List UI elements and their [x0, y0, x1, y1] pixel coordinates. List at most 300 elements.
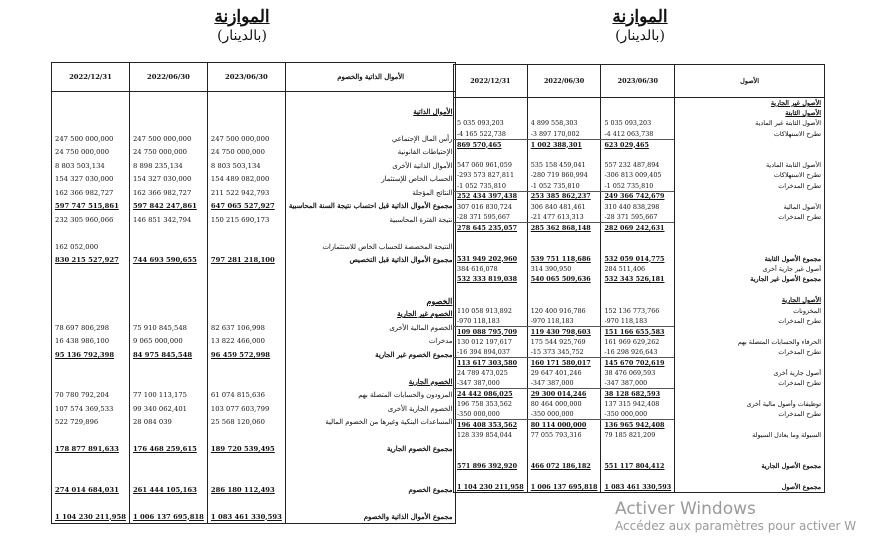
row-value: -1 052 735,810	[601, 181, 675, 191]
table-row	[454, 233, 825, 243]
row-value: 77 100 113,175	[129, 389, 207, 403]
row-value	[52, 281, 130, 295]
row-value: 551 117 804,412	[601, 461, 675, 471]
header-date: 2022/12/31	[52, 63, 130, 92]
row-value: 109 088 795,709	[454, 326, 528, 336]
row-value: 146 851 342,794	[129, 213, 207, 227]
row-value: 150 215 690,173	[207, 213, 285, 227]
row-value	[454, 108, 528, 118]
row-label	[285, 227, 456, 241]
row-label: الأصول المالية	[675, 201, 825, 211]
row-value: 286 180 112,493	[207, 483, 285, 497]
row-value: 24 750 000,000	[207, 146, 285, 160]
row-value	[207, 429, 285, 443]
table-row	[454, 482, 825, 492]
row-value: 531 949 202,960	[454, 253, 528, 263]
row-value: 522 729,896	[52, 416, 130, 430]
row-label: الخصوم غير الجارية	[285, 308, 456, 322]
row-value	[52, 119, 130, 133]
row-label: مجموع الخصوم	[285, 483, 456, 497]
row-label: تطرح المدخرات	[675, 181, 825, 191]
row-value: 38 476 069,593	[601, 368, 675, 378]
row-label	[675, 233, 825, 243]
row-value: -293 573 827,811	[454, 170, 528, 180]
row-value: 8 898 235,134	[129, 159, 207, 173]
table-row	[454, 191, 825, 201]
row-value: 547 060 961,059	[454, 160, 528, 170]
row-label: مجموع الخصوم الجارية	[285, 443, 456, 457]
row-label: الأصول الثابتة غير المادية	[675, 118, 825, 128]
row-value: 103 077 603,799	[207, 402, 285, 416]
row-label: مجموع الأصول الثابتة	[675, 253, 825, 263]
table-row	[454, 129, 825, 139]
row-value	[207, 375, 285, 389]
table-row	[454, 461, 825, 471]
table-row	[52, 159, 456, 173]
row-value: 623 029,465	[601, 139, 675, 149]
row-value	[454, 472, 528, 482]
row-label: النتيجة المخصصة للحساب الخاص للاستثمارات	[285, 240, 456, 254]
row-value	[129, 294, 207, 308]
row-value: 384 616,078	[454, 264, 528, 274]
row-label: الخصوم المالية الأخرى	[285, 321, 456, 335]
watermark-title: Activer Windows	[615, 499, 756, 519]
row-value: 1 104 230 211,958	[52, 510, 130, 524]
row-value	[52, 308, 130, 322]
row-value: 24 442 086,025	[454, 388, 528, 398]
table-row	[52, 510, 456, 524]
row-value	[454, 149, 528, 159]
table-row	[454, 420, 825, 430]
row-label: الأصول الجارية	[675, 295, 825, 305]
table-row	[52, 281, 456, 295]
table-row	[454, 472, 825, 482]
table-row	[454, 440, 825, 450]
row-value	[454, 285, 528, 295]
row-label	[675, 472, 825, 482]
row-value	[52, 497, 130, 511]
header-date: 2022/06/30	[527, 65, 601, 98]
row-value	[207, 92, 285, 106]
row-value: -350 000,000	[601, 409, 675, 419]
table-row	[52, 483, 456, 497]
row-label: مجموع الأصول غير الجارية	[675, 274, 825, 284]
row-label: تطرح المدخرات	[675, 409, 825, 419]
row-value	[129, 281, 207, 295]
row-label: مجموع الأموال الذاتية والخصوم	[285, 510, 456, 524]
row-value: -306 813 009,405	[601, 170, 675, 180]
row-value: 830 215 527,927	[52, 254, 130, 268]
table-row	[454, 378, 825, 388]
row-value: 113 617 303,580	[454, 357, 528, 367]
row-value: 154 327 030,000	[52, 173, 130, 187]
row-value: 285 362 868,148	[527, 222, 601, 232]
row-value	[129, 240, 207, 254]
row-label: المزودون والحسابات المتصلة بهم	[285, 389, 456, 403]
row-value: 95 136 792,398	[52, 348, 130, 362]
row-value: 211 522 942,793	[207, 186, 285, 200]
row-value	[601, 243, 675, 253]
row-label	[285, 267, 456, 281]
row-label: مجموع الأصول	[675, 482, 825, 492]
table-row	[52, 173, 456, 187]
row-value	[454, 440, 528, 450]
row-value: 597 842 247,861	[129, 200, 207, 214]
row-label	[285, 92, 456, 106]
row-value: 8 803 503,134	[52, 159, 130, 173]
table-row	[454, 399, 825, 409]
table-row	[454, 388, 825, 398]
table-row	[454, 222, 825, 232]
row-value	[129, 308, 207, 322]
row-value	[601, 440, 675, 450]
row-label: تطرح المدخرات	[675, 378, 825, 388]
row-value	[207, 281, 285, 295]
row-label	[675, 222, 825, 232]
row-label	[675, 420, 825, 430]
row-value: 70 780 792,204	[52, 389, 130, 403]
row-value: 284 511,406	[601, 264, 675, 274]
row-value: 535 158 459,041	[527, 160, 601, 170]
row-value	[207, 362, 285, 376]
row-label: الأموال الذاتية	[285, 105, 456, 119]
row-value: -28 371 595,667	[601, 212, 675, 222]
row-value: 154 327 030,000	[129, 173, 207, 187]
row-value: 161 969 629,262	[601, 336, 675, 346]
table-row	[454, 181, 825, 191]
row-value: 247 500 000,000	[207, 132, 285, 146]
row-value	[601, 451, 675, 461]
table-row	[454, 160, 825, 170]
table-row	[454, 451, 825, 461]
row-value: -3 897 170,002	[527, 129, 601, 139]
row-value: 232 305 960,066	[52, 213, 130, 227]
table-row	[454, 243, 825, 253]
table-row	[454, 212, 825, 222]
row-value: 99 340 062,401	[129, 402, 207, 416]
table-row	[52, 402, 456, 416]
row-value: 162 366 982,727	[52, 186, 130, 200]
watermark-subtitle: Accédez aux paramètres pour activer W	[615, 519, 857, 534]
row-value: 4 899 558,303	[527, 118, 601, 128]
table-row	[52, 227, 456, 241]
right-title: الموازنة	[612, 7, 668, 27]
row-label	[285, 429, 456, 443]
row-label: الحساب الخاص للإستثمار	[285, 173, 456, 187]
row-value: 80 114 000,000	[527, 420, 601, 430]
row-value: 24 750 000,000	[52, 146, 130, 160]
table-row	[52, 119, 456, 133]
row-value: 307 016 830,724	[454, 201, 528, 211]
row-value: 597 747 515,861	[52, 200, 130, 214]
row-value	[527, 295, 601, 305]
row-label	[675, 326, 825, 336]
row-value: 29 647 401,246	[527, 368, 601, 378]
row-value: -1 052 735,810	[454, 181, 528, 191]
row-value: 278 645 235,057	[454, 222, 528, 232]
row-value	[207, 240, 285, 254]
row-value	[601, 149, 675, 159]
row-value: 107 574 369,533	[52, 402, 130, 416]
row-label	[285, 362, 456, 376]
row-value: 247 500 000,000	[52, 132, 130, 146]
table-row	[52, 416, 456, 430]
row-value: 16 438 986,100	[52, 335, 130, 349]
row-value: 176 468 259,615	[129, 443, 207, 457]
table-row	[52, 470, 456, 484]
table-row	[454, 347, 825, 357]
row-label	[285, 497, 456, 511]
row-value: 310 440 838,298	[601, 201, 675, 211]
row-label: الإحتياطات القانونية	[285, 146, 456, 160]
row-value	[207, 497, 285, 511]
row-label: الأصول غير الجارية	[675, 98, 825, 108]
row-value	[52, 456, 130, 470]
row-label: السيولة وما يعادل السيولة	[675, 430, 825, 440]
row-value: -28 371 595,667	[454, 212, 528, 222]
row-value: 532 333 819,038	[454, 274, 528, 284]
row-label: تطرح الاستهلاكات	[675, 170, 825, 180]
table-row	[454, 295, 825, 305]
table-row	[454, 201, 825, 211]
row-label: مجموع الأموال الذاتية قبل التخصيص	[285, 254, 456, 268]
row-value: 306 840 481,461	[527, 201, 601, 211]
row-value	[454, 233, 528, 243]
header-row	[454, 65, 825, 98]
row-value	[129, 470, 207, 484]
table-row	[52, 321, 456, 335]
table-row	[52, 389, 456, 403]
row-value	[52, 227, 130, 241]
row-value: -970 118,183	[454, 316, 528, 326]
row-value: 136 965 942,408	[601, 420, 675, 430]
table-row	[454, 264, 825, 274]
row-label: مجموع الأصول الجارية	[675, 461, 825, 471]
row-value	[527, 285, 601, 295]
row-label: الخصوم الجارية الأخرى	[285, 402, 456, 416]
row-value: 162 052,000	[52, 240, 130, 254]
row-value: 151 166 655,583	[601, 326, 675, 336]
row-value: 25 568 120,060	[207, 416, 285, 430]
row-value	[207, 119, 285, 133]
row-value: -16 394 894,037	[454, 347, 528, 357]
row-label: مدخرات	[285, 335, 456, 349]
header-date: 2022/06/30	[129, 63, 207, 92]
row-value	[207, 308, 285, 322]
row-value: 78 697 806,298	[52, 321, 130, 335]
table-row	[52, 267, 456, 281]
row-label: المساعدات البنكية وغيرها من الخصوم المالية	[285, 416, 456, 430]
row-label	[675, 285, 825, 295]
table-row	[454, 430, 825, 440]
row-value: 196 758 353,562	[454, 399, 528, 409]
row-value: 96 459 572,998	[207, 348, 285, 362]
table-row	[52, 200, 456, 214]
row-value	[454, 98, 528, 108]
row-value	[207, 456, 285, 470]
left-title-block	[206, 8, 278, 44]
row-value: 744 693 590,655	[129, 254, 207, 268]
table-row	[52, 362, 456, 376]
row-value: 110 058 913,892	[454, 305, 528, 315]
table-row	[52, 456, 456, 470]
row-value: -21 477 613,313	[527, 212, 601, 222]
row-value	[601, 108, 675, 118]
row-value	[129, 429, 207, 443]
right-title-block	[604, 8, 676, 44]
row-value	[454, 295, 528, 305]
row-value: -280 719 860,994	[527, 170, 601, 180]
row-value: 261 444 105,163	[129, 483, 207, 497]
row-value	[601, 98, 675, 108]
row-value: 1 002 388,301	[527, 139, 601, 149]
row-value	[52, 105, 130, 119]
row-value	[52, 267, 130, 281]
row-value	[527, 233, 601, 243]
table-row	[454, 98, 825, 108]
row-label: أصول غير جارية أخرى	[675, 264, 825, 274]
row-value	[129, 362, 207, 376]
row-label	[285, 456, 456, 470]
table-row	[454, 326, 825, 336]
row-value: -970 118,183	[527, 316, 601, 326]
row-label: الخصوم	[285, 294, 456, 308]
row-label: النتائج المؤجلة	[285, 186, 456, 200]
table-row	[52, 443, 456, 457]
row-value: 869 570,465	[454, 139, 528, 149]
table-row	[52, 429, 456, 443]
row-value: 61 074 815,636	[207, 389, 285, 403]
row-label	[675, 139, 825, 149]
row-label: رأس المال الإجتماعي	[285, 132, 456, 146]
row-value: 1 006 137 695,818	[527, 482, 601, 492]
row-label: تطرح المدخرات	[675, 347, 825, 357]
row-value	[207, 470, 285, 484]
row-value	[527, 440, 601, 450]
table-row	[52, 335, 456, 349]
table-row	[454, 253, 825, 263]
row-value: 128 339 854,044	[454, 430, 528, 440]
row-label: تطرح المدخرات	[675, 212, 825, 222]
row-label: تطرح المدخرات	[675, 316, 825, 326]
row-value: 9 065 000,000	[129, 335, 207, 349]
row-value	[129, 92, 207, 106]
row-value: 75 910 845,548	[129, 321, 207, 335]
row-label	[285, 281, 456, 295]
row-value: 1 006 137 695,818	[129, 510, 207, 524]
row-value: 28 084 039	[129, 416, 207, 430]
row-value: 253 385 862,237	[527, 191, 601, 201]
table-row	[52, 186, 456, 200]
row-value: 647 065 527,927	[207, 200, 285, 214]
row-value: 82 637 106,998	[207, 321, 285, 335]
table-row	[52, 92, 456, 106]
row-value	[129, 119, 207, 133]
row-label: الأموال الذاتية الأخرى	[285, 159, 456, 173]
row-value	[129, 497, 207, 511]
row-value: 797 281 218,100	[207, 254, 285, 268]
row-value	[527, 451, 601, 461]
row-label	[285, 119, 456, 133]
row-value: 175 544 925,769	[527, 336, 601, 346]
row-value: 532 059 014,775	[601, 253, 675, 263]
row-value: 80 464 000,000	[527, 399, 601, 409]
row-value: -347 387,000	[527, 378, 601, 388]
header-label: الأصول	[675, 65, 825, 98]
row-value	[129, 456, 207, 470]
table-row	[52, 375, 456, 389]
table-row	[454, 368, 825, 378]
table-row	[52, 254, 456, 268]
row-value: -4 165 522,738	[454, 129, 528, 139]
row-value: 571 896 392,920	[454, 461, 528, 471]
row-value: 5 035 093,203	[454, 118, 528, 128]
table-row	[52, 105, 456, 119]
row-value	[207, 105, 285, 119]
row-label: الأصول الثابتة	[675, 108, 825, 118]
row-value: 77 055 793,316	[527, 430, 601, 440]
table-row	[52, 146, 456, 160]
row-label	[675, 388, 825, 398]
row-value: 466 072 186,182	[527, 461, 601, 471]
table-row	[454, 305, 825, 315]
row-value: 539 751 118,686	[527, 253, 601, 263]
row-value	[527, 472, 601, 482]
row-value: 120 400 916,786	[527, 305, 601, 315]
row-value: 282 069 242,631	[601, 222, 675, 232]
row-value	[52, 362, 130, 376]
row-value: -347 387,000	[454, 378, 528, 388]
row-value: -970 118,183	[601, 316, 675, 326]
row-value: 13 822 466,000	[207, 335, 285, 349]
row-value	[129, 227, 207, 241]
row-value: 5 035 093,203	[601, 118, 675, 128]
table-row	[52, 308, 456, 322]
row-value: -4 412 063,738	[601, 129, 675, 139]
row-value: 557 232 487,894	[601, 160, 675, 170]
row-value: 178 877 891,633	[52, 443, 130, 457]
row-value: 137 315 942,408	[601, 399, 675, 409]
row-value	[129, 375, 207, 389]
table-row	[454, 118, 825, 128]
row-value: 130 012 197,617	[454, 336, 528, 346]
row-value: 189 720 539,495	[207, 443, 285, 457]
row-value: 274 014 684,031	[52, 483, 130, 497]
row-value	[207, 294, 285, 308]
row-value: -15 373 345,752	[527, 347, 601, 357]
table-row	[454, 285, 825, 295]
row-value: 29 300 014,246	[527, 388, 601, 398]
row-value	[52, 294, 130, 308]
row-value	[52, 375, 130, 389]
row-label	[675, 149, 825, 159]
table-row	[52, 132, 456, 146]
row-value	[601, 295, 675, 305]
row-value	[527, 98, 601, 108]
row-label	[675, 357, 825, 367]
row-value: 196 408 353,562	[454, 420, 528, 430]
row-value	[601, 233, 675, 243]
table-row	[52, 497, 456, 511]
row-value: 119 430 798,603	[527, 326, 601, 336]
row-value: 314 390,950	[527, 264, 601, 274]
table-row	[454, 108, 825, 118]
row-label	[675, 191, 825, 201]
row-value	[454, 243, 528, 253]
row-value	[52, 92, 130, 106]
table-row	[454, 336, 825, 346]
table-row	[454, 149, 825, 159]
